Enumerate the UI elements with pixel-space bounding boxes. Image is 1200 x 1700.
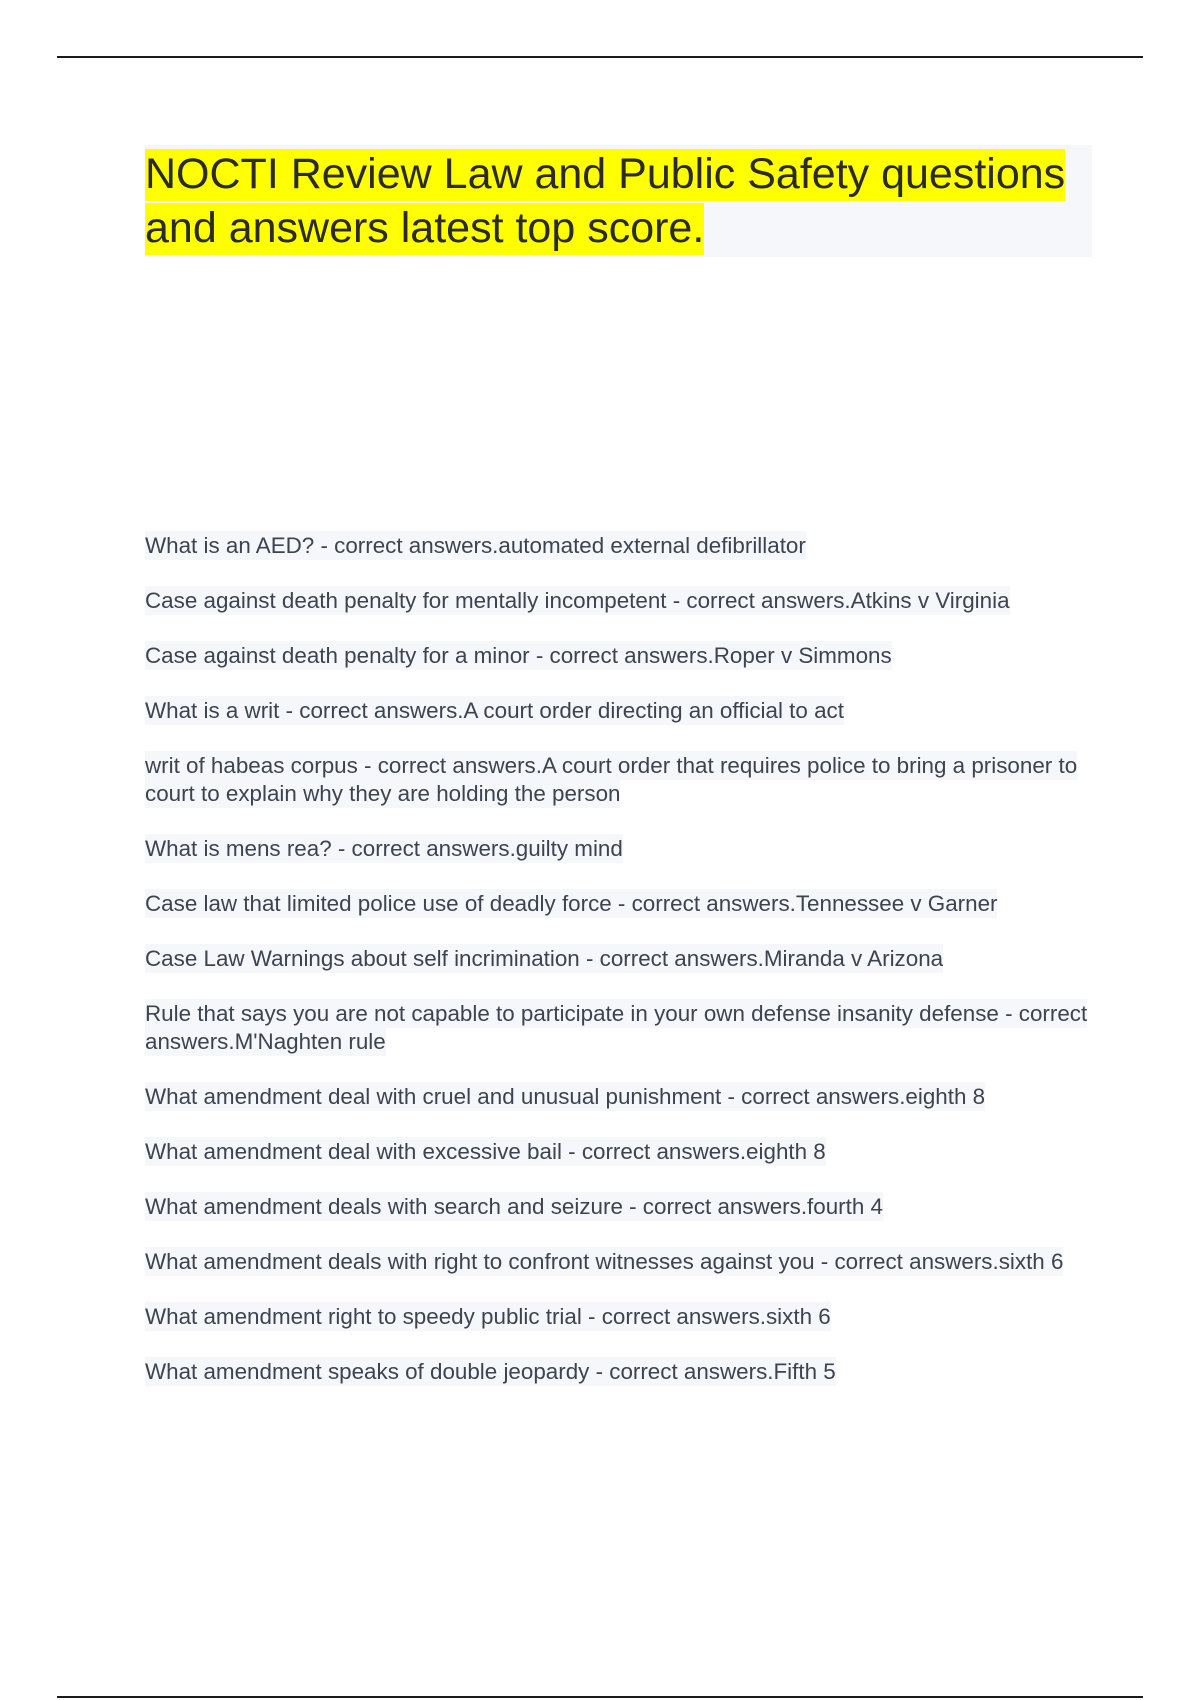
document-title <box>145 145 1092 255</box>
qa-item-text: What is a writ - correct answers.A court order directing an official to act <box>145 698 844 723</box>
qa-item-text: What is an AED? - correct answers.automated external defibrillator <box>145 533 806 558</box>
qa-item <box>145 945 1095 973</box>
title-block <box>145 145 1092 257</box>
qa-item <box>145 1248 1095 1276</box>
qa-item-text: Case against death penalty for mentally incompetent - correct answers.Atkins v Virginia <box>145 588 1010 613</box>
qa-item-text: What is mens rea? - correct answers.guilty mind <box>145 836 623 861</box>
qa-item <box>145 697 1095 725</box>
qa-item-text: What amendment speaks of double jeopardy - correct answers.Fifth 5 <box>145 1359 836 1384</box>
document-title-text: NOCTI Review Law and Public Safety questions and answers latest top score. <box>145 149 1065 255</box>
qa-list <box>145 532 1095 1413</box>
qa-item-text: Case Law Warnings about self incrimination - correct answers.Miranda v Arizona <box>145 946 944 971</box>
qa-item <box>145 752 1095 808</box>
bottom-rule <box>57 1696 1143 1698</box>
qa-item <box>145 1000 1095 1056</box>
qa-item-text: Case law that limited police use of deadly force - correct answers.Tennessee v Garner <box>145 891 998 916</box>
qa-item-text: What amendment deals with search and seizure - correct answers.fourth 4 <box>145 1194 883 1219</box>
qa-item-text: What amendment deal with excessive bail - correct answers.eighth 8 <box>145 1139 826 1164</box>
top-rule <box>57 56 1143 58</box>
qa-item <box>145 532 1095 560</box>
qa-item-text: writ of habeas corpus - correct answers.A court order that requires police to bring a prisoner to court to explain why they are holding the person <box>145 753 1078 806</box>
qa-item <box>145 587 1095 615</box>
qa-item-text: Rule that says you are not capable to participate in your own defense insanity defense - correct answers.M'Naghten rule <box>145 1001 1088 1054</box>
qa-item <box>145 890 1095 918</box>
qa-item <box>145 835 1095 863</box>
qa-item-text: Case against death penalty for a minor - correct answers.Roper v Simmons <box>145 643 892 668</box>
qa-item <box>145 1138 1095 1166</box>
qa-item-text: What amendment right to speedy public trial - correct answers.sixth 6 <box>145 1304 831 1329</box>
qa-item <box>145 1358 1095 1386</box>
qa-item <box>145 1303 1095 1331</box>
qa-item <box>145 642 1095 670</box>
qa-item-text: What amendment deals with right to confront witnesses against you - correct answers.sixth 6 <box>145 1249 1064 1274</box>
qa-item <box>145 1083 1095 1111</box>
qa-item <box>145 1193 1095 1221</box>
qa-item-text: What amendment deal with cruel and unusual punishment - correct answers.eighth 8 <box>145 1084 986 1109</box>
